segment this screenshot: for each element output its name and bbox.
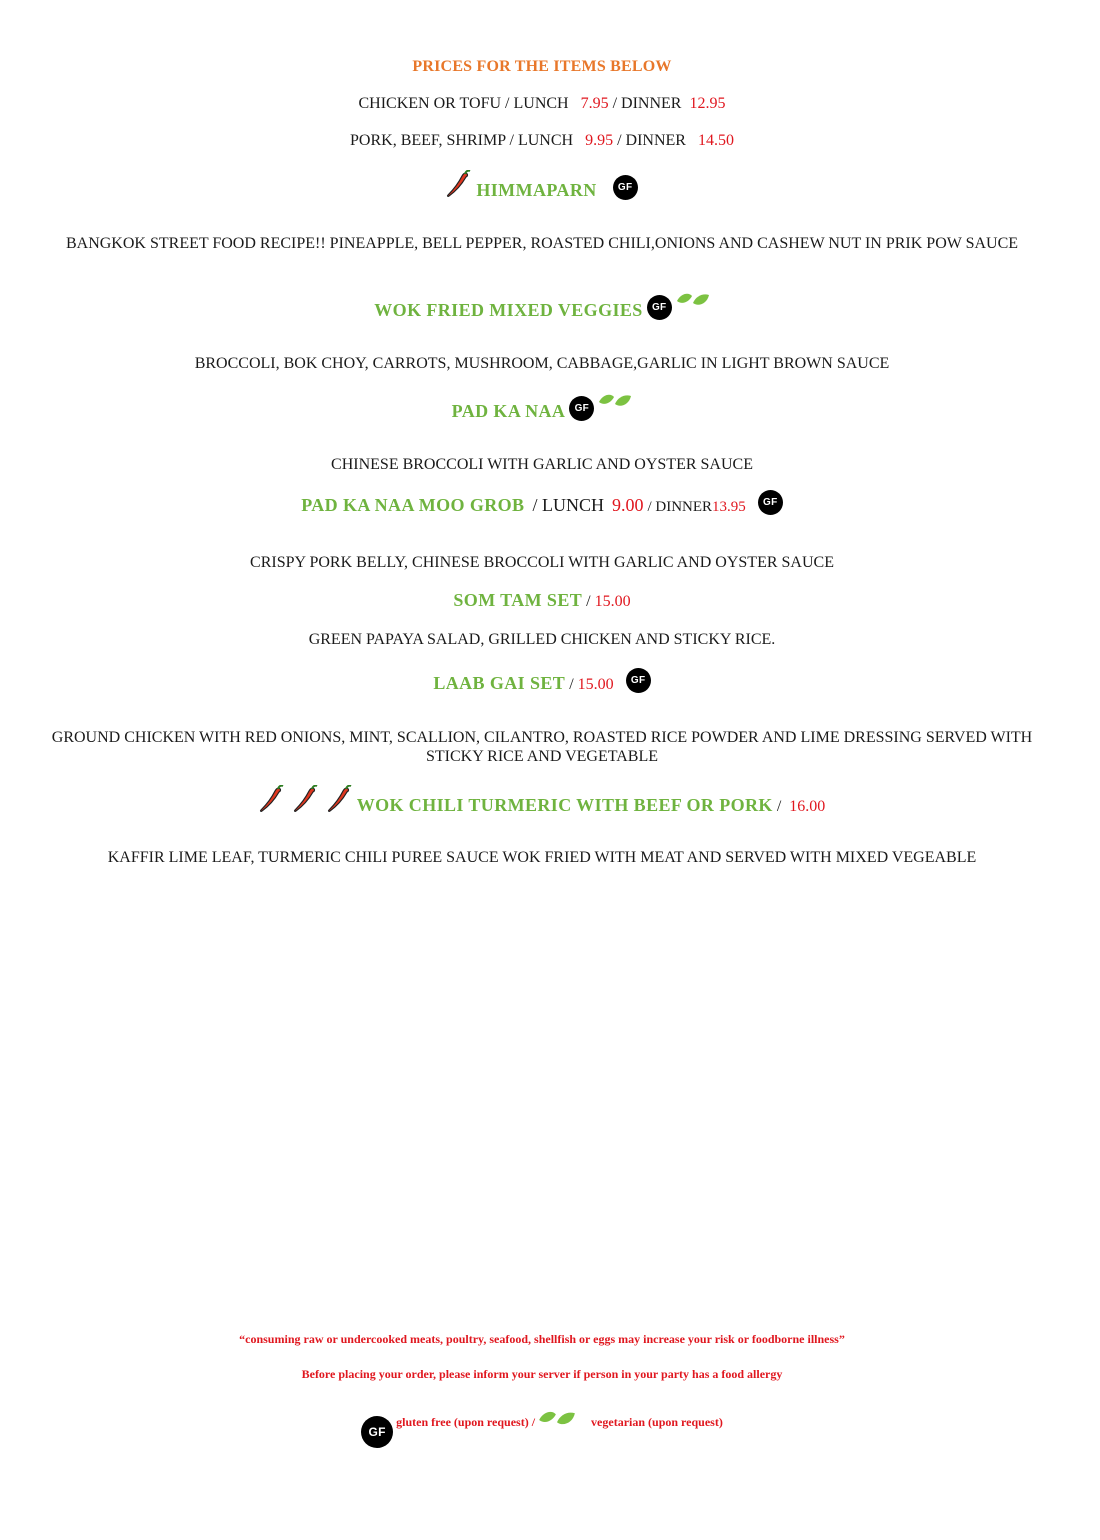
price-label: CHICKEN OR TOFU / LUNCH [358, 95, 569, 112]
dietary-legend [0, 1408, 1084, 1448]
dinner-price: 12.95 [689, 95, 726, 112]
menu-item-wok-chili-turmeric-title [0, 785, 1084, 818]
chili-icon [327, 785, 353, 818]
menu-item-wok-fried-veggies-title [0, 292, 1084, 321]
leaf-icon [676, 292, 710, 315]
price-separator: / [776, 798, 782, 815]
gluten-free-badge-icon: GF [613, 175, 638, 200]
menu-item-himmaparn-desc: BANGKOK STREET FOOD RECIPE!! PINEAPPLE, BELL PEPPER, ROASTED CHILI,ONIONS AND CASHEW NUT IN PRIK POW SAUCE [65, 235, 1019, 252]
menu-item-laab-gai-title [0, 668, 1084, 694]
dinner-label: / DINNER [647, 499, 713, 515]
item-name: WOK FRIED MIXED VEGGIES [374, 300, 643, 320]
dinner-label: / DINNER [612, 95, 682, 112]
menu-item-som-tam-desc: GREEN PAPAYA SALAD, GRILLED CHICKEN AND STICKY RICE. [308, 631, 776, 648]
dinner-price: 13.95 [712, 499, 746, 515]
menu-item-himmaparn-title [0, 170, 1084, 203]
legend-gluten-free: gluten free (upon request) / [396, 1415, 536, 1429]
prices-header: PRICES FOR THE ITEMS BELOW [412, 58, 672, 75]
legend-vegetarian: vegetarian (upon request) [591, 1415, 723, 1429]
menu-item-wok-fried-veggies-desc: BROCCOLI, BOK CHOY, CARROTS, MUSHROOM, CABBAGE,GARLIC IN LIGHT BROWN SAUCE [194, 355, 890, 372]
lunch-label: / LUNCH [532, 495, 604, 515]
menu-item-pad-ka-naa-title [0, 393, 1084, 422]
dinner-price: 14.50 [697, 132, 734, 149]
item-name: WOK CHILI TURMERIC WITH BEEF OR PORK [356, 795, 773, 815]
allergy-notice: Before placing your order, please inform your server if person in your party has a food allergy [301, 1367, 783, 1381]
menu-item-wok-chili-turmeric-desc: KAFFIR LIME LEAF, TURMERIC CHILI PUREE SAUCE WOK FRIED WITH MEAT AND SERVED WITH MIXED VEGEABLE [107, 849, 977, 866]
item-price: 15.00 [594, 593, 631, 610]
lunch-price: 9.95 [585, 132, 614, 149]
menu-item-moo-grob-title [0, 490, 1084, 516]
gluten-free-badge-icon: GF [647, 295, 672, 320]
menu-item-som-tam-title [0, 590, 1084, 611]
chili-icon [293, 785, 319, 818]
item-name: LAAB GAI SET [433, 673, 566, 693]
price-label: PORK, BEEF, SHRIMP / LUNCH [350, 132, 574, 149]
leaf-icon [538, 1408, 576, 1436]
price-separator: / [569, 676, 574, 693]
item-name: SOM TAM SET [453, 590, 583, 610]
price-separator: / [586, 593, 591, 610]
food-safety-warning: “consuming raw or undercooked meats, poultry, seafood, shellfish or eggs may increase your risk or foodborne illness” [239, 1332, 845, 1346]
item-name: PAD KA NAA MOO GROB [301, 495, 525, 515]
item-name: HIMMAPARN [476, 180, 597, 200]
lunch-price: 9.00 [611, 495, 644, 515]
item-name: PAD KA NAA [451, 401, 566, 421]
chili-icon [259, 785, 285, 818]
price-line-pork-beef-shrimp [0, 132, 1084, 150]
menu-item-moo-grob-desc: CRISPY PORK BELLY, CHINESE BROCCOLI WITH GARLIC AND OYSTER SAUCE [250, 554, 834, 571]
gluten-free-badge-icon: GF [361, 1416, 393, 1448]
item-price: 16.00 [789, 798, 826, 815]
gluten-free-badge-icon: GF [758, 490, 783, 515]
menu-item-pad-ka-naa-desc: CHINESE BROCCOLI WITH GARLIC AND OYSTER SAUCE [331, 456, 753, 473]
menu-item-laab-gai-desc: GROUND CHICKEN WITH RED ONIONS, MINT, SCALLION, CILANTRO, ROASTED RICE POWDER AND LIME DRESSING SERVED WITH STICKY RICE AND VEGETABLE [51, 729, 1033, 765]
chili-icon [446, 170, 472, 203]
gluten-free-badge-icon: GF [626, 668, 651, 693]
gluten-free-badge-icon: GF [569, 396, 594, 421]
leaf-icon [598, 393, 632, 416]
lunch-price: 7.95 [580, 95, 609, 112]
price-line-chicken-tofu [0, 95, 1084, 113]
dinner-label: / DINNER [617, 132, 686, 149]
item-price: 15.00 [577, 676, 614, 693]
